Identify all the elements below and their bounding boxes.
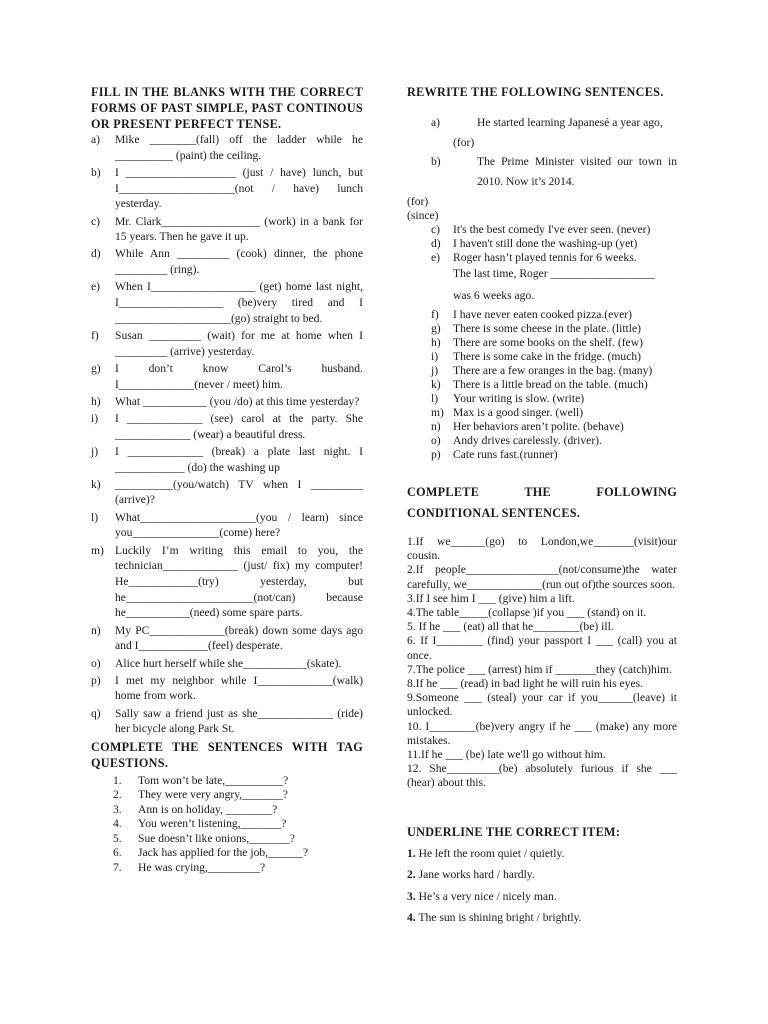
fill-item-label: n) [91,623,101,637]
rewrite-item-text: Cate runs fast.(runner) [453,448,558,461]
right-column [407,84,677,929]
underline-item-number: 4. [407,911,416,925]
rewrite-item-label: h) [431,336,441,349]
conditional-item: 12. She_________(be) absolutely furious if she ___ (hear) about this. [407,762,677,790]
underline-item [407,864,677,886]
fill-item-text: Mr. Clark_________________ (work) in a bank for 15 years. Then he gave it up. [115,214,363,244]
fill-item-label: c) [91,214,101,228]
fill-item-label: j) [91,444,99,458]
tag-item-label: 7. [113,860,122,874]
underline-item [407,886,677,908]
rewrite-item-text: Andy drives carelessly. (driver). [453,434,602,447]
tag-item [113,788,363,803]
fill-item [91,246,363,277]
fill-item-label: b) [91,165,101,179]
rewrite-item [407,308,677,322]
rewrite-item-text: Roger hasn’t played tennis for 6 weeks. [453,251,637,264]
tag-item-text: Ann is on holiday, ________? [138,802,278,816]
conditional-title: COMPLETE THE FOLLOWING CONDITIONAL SENTENCES. [407,485,677,520]
fill-item-text: Luckily I’m writing this email to you, the technician_____________ (just/ fix) my computer! He____________(try) yesterday, but he______________________(not/can) because he___________(need) some spare parts. [115,543,363,620]
rewrite-item [407,434,677,448]
rewrite-item [407,420,677,434]
rewrite-item-text: I have never eaten cooked pizza.(ever) [453,308,632,321]
fill-item-text: While Ann _________ (cook) dinner, the phone _________ (ring). [115,247,363,277]
fill-item-text: What____________________(you / learn) since you_______________(come) here? [115,510,363,540]
conditional-item: 9.Someone ___ (steal) your car if you______(leave) it unlocked. [407,691,677,719]
tag-questions-title: COMPLETE THE SENTENCES WITH TAG QUESTIONS. [91,739,363,770]
rewrite-item-label: m) [431,406,444,419]
fill-blanks-list [91,132,363,737]
rewrite-item-text: Max is a good singer. (well) [453,406,584,419]
conditional-item: 8.If he ___ (read) in bad light he will ruin his eyes. [407,677,644,691]
conditional-item: 1.If we______(go) to London,we_______(visit)our cousin. [407,535,677,563]
fill-item [91,165,363,212]
rewrite-item-label: i) [431,350,439,363]
rewrite-e-line3: was 6 weeks ago. [453,289,535,302]
rewrite-text-a: He started learning Japanesé a year ago, [477,116,663,129]
rewrite-item-text: Her behaviors aren’t polite. (behave) [453,420,624,433]
fill-item-label: f) [91,328,99,342]
tag-item-label: 5. [113,831,122,845]
underline-list [407,843,677,929]
conditional-list [407,535,677,791]
underline-item-number: 1. [407,846,416,860]
fill-item [91,477,363,508]
fill-item-text: Alice hurt herself while she___________(skate). [115,656,342,670]
tag-item-text: Sue doesn’t like onions,_______? [138,831,295,845]
tag-questions-list [91,774,363,876]
rewrite-item [407,336,677,350]
tag-item [113,817,363,832]
rewrite-item-label: p) [431,448,441,461]
rewrite-item [407,350,677,364]
rewrite-label-b: b) [431,155,441,168]
conditional-item: 4.The table_____(collapse )if you ___ (stand) on it. [407,606,647,620]
fill-item-text: I _____________ (break) a plate last night. I ____________ (do) the washing up [115,444,363,474]
tag-item [113,846,363,861]
fill-item-label: e) [91,280,101,294]
rewrite-list-c-e [407,223,677,265]
rewrite-item-b [407,152,677,192]
fill-item [91,673,363,704]
rewrite-hint-a: (for) [453,136,475,149]
conditional-item: 6. If I________ (find) your passport I ___ (call) you at once. [407,634,677,662]
fill-blanks-title: FILL IN THE BLANKS WITH THE CORRECT FORMS OF PAST SIMPLE, PAST CONTINOUS OR PRESENT PERFECT TENSE. [91,85,363,131]
underline-item-text: He’s a very nice / nicely man. [418,889,557,903]
rewrite-item-a [407,114,677,152]
fill-item [91,656,363,672]
tag-item [113,832,363,847]
fill-item-text: I _____________ (see) carol at the party. She _____________ (wear) a beautiful dress. [115,411,363,441]
rewrite-item [407,322,677,336]
rewrite-item-text: There is some cheese in the plate. (little) [453,322,642,335]
fill-item [91,444,363,475]
rewrite-item-label: e) [431,251,441,264]
conditional-item: 3.If I see him I ___ (give) him a lift. [407,591,575,605]
tag-item-label: 3. [113,802,122,816]
fill-item [91,214,363,245]
rewrite-item [407,406,677,420]
rewrite-item-label: l) [431,392,439,405]
fill-item-text: __________(you/watch) TV when I _________ (arrive)? [115,477,363,507]
conditional-item: 2.If people________________(not/consume)the water carefully, we_____________(run out of)the sources soon. [407,563,677,591]
rewrite-item-label: g) [431,322,441,335]
rewrite-item [407,251,677,265]
fill-item-label: p) [91,673,101,687]
rewrite-item [407,392,677,406]
rewrite-item-text: It's the best comedy I've ever seen. (never) [453,223,651,236]
fill-item-label: i) [91,411,99,425]
fill-item [91,279,363,326]
fill-item-label: q) [91,706,101,720]
fill-item-label: m) [91,543,104,557]
tag-item-label: 2. [113,788,122,802]
rewrite-item-text: Your writing is slow. (write) [453,392,585,405]
fill-item-text: I ___________________ (just / have) lunch, but I____________________(not / have) lunch yesterday. [115,165,363,211]
underline-item-text: He left the room quiet / quietly. [418,846,565,860]
fill-item-label: o) [91,656,101,670]
fill-item [91,411,363,442]
tag-item-text: You weren’t listening,_______? [138,817,287,831]
fill-item-text: I don’t know Carol’s husband. I_____________(never / meet) him. [115,361,363,391]
rewrite-hint-b-since: (since) [407,209,439,222]
rewrite-text-b: The Prime Minister visited our town in 2010. Now it’s 2014. [477,155,677,188]
tag-item-label: 6. [113,846,122,860]
rewrite-item-label: n) [431,420,441,433]
tag-item [113,861,363,876]
tag-item [113,803,363,818]
underline-item [407,843,677,865]
fill-item [91,132,363,163]
fill-item-text: What ___________ (you /do) at this time yesterday? [115,394,360,408]
tag-item-text: Tom won’t be late,__________? [138,773,289,787]
rewrite-e-line2: The last time, Roger __________________ [453,267,655,280]
conditional-item: 7.The police ___ (arrest) him if _______they (catch)him. [407,662,672,676]
rewrite-list-f-p [407,308,677,462]
rewrite-hint-b-for: (for) [407,195,429,208]
fill-item-text: Mike ________(fall) off the ladder while he __________ (paint) the ceiling. [115,133,363,162]
rewrite-item [407,448,677,462]
rewrite-item-text: There is a little bread on the table. (much) [453,378,648,391]
underline-item-text: The sun is shining bright / brightly. [418,911,582,925]
conditional-item: 11.If he ___ (be) late we'll go without him. [407,748,606,762]
fill-item-label: d) [91,247,101,261]
rewrite-item [407,378,677,392]
rewrite-label-a: a) [431,116,441,129]
left-column [91,84,363,875]
tag-item-label: 1. [113,773,122,787]
fill-item-label: g) [91,361,101,375]
rewrite-item-text: There are some books on the shelf. (few) [453,336,643,349]
rewrite-title: REWRITE THE FOLLOWING SENTENCES. [407,85,664,99]
fill-item-text: Sally saw a friend just as she_____________ (ride) her bicycle along Park St. [115,706,363,736]
fill-item-text: Susan _________ (wait) for me at home when I _________ (arrive) yesterday. [115,328,363,358]
rewrite-item-label: c) [431,223,441,236]
fill-item-label: l) [91,510,99,524]
fill-item-text: I met my neighbor while I_____________(walk) home from work. [115,673,363,703]
conditional-item: 10. I________(be)very angry if he ___ (make) any more mistakes. [407,719,677,747]
fill-item [91,328,363,359]
rewrite-item [407,223,677,237]
tag-item-text: He was crying,_________? [138,860,266,874]
rewrite-item-label: k) [431,378,441,391]
rewrite-item [407,237,677,251]
underline-title: UNDERLINE THE CORRECT ITEM: [407,824,621,839]
fill-item-text: My PC_____________(break) down some days ago and I____________(feel) desperate. [115,623,363,653]
rewrite-item-label: f) [431,308,439,321]
rewrite-item-text: There is some cake in the fridge. (much) [453,350,642,363]
underline-item-text: Jane works hard / hardly. [418,868,535,882]
fill-item [91,510,363,541]
fill-item [91,623,363,654]
fill-item [91,361,363,392]
fill-item-label: k) [91,477,101,491]
fill-item [91,543,363,622]
fill-item-label: a) [91,133,101,146]
fill-item-text: When I__________________ (get) home last night, I__________________ (be)very tired and I ____________________(go) straight to bed. [115,280,363,325]
fill-item [91,706,363,737]
underline-item-number: 3. [407,889,416,903]
underline-item [407,907,677,929]
tag-item [113,774,363,789]
tag-item-text: They were very angry,_______? [138,788,288,802]
rewrite-item [407,364,677,378]
conditional-item: 5. If he ___ (eat) all that he________(be) ill. [407,620,614,634]
underline-item-number: 2. [407,868,416,882]
tag-item-text: Jack has applied for the job,______? [138,846,308,860]
tag-item-label: 4. [113,817,122,831]
fill-item-label: h) [91,394,101,408]
rewrite-item-text: I haven't still done the washing-up (yet) [453,237,638,250]
rewrite-item-text: There are a few oranges in the bag. (many) [453,364,653,377]
rewrite-item-label: j) [431,364,439,377]
rewrite-item-label: d) [431,237,441,250]
rewrite-item-label: o) [431,434,441,447]
fill-item [91,394,363,410]
